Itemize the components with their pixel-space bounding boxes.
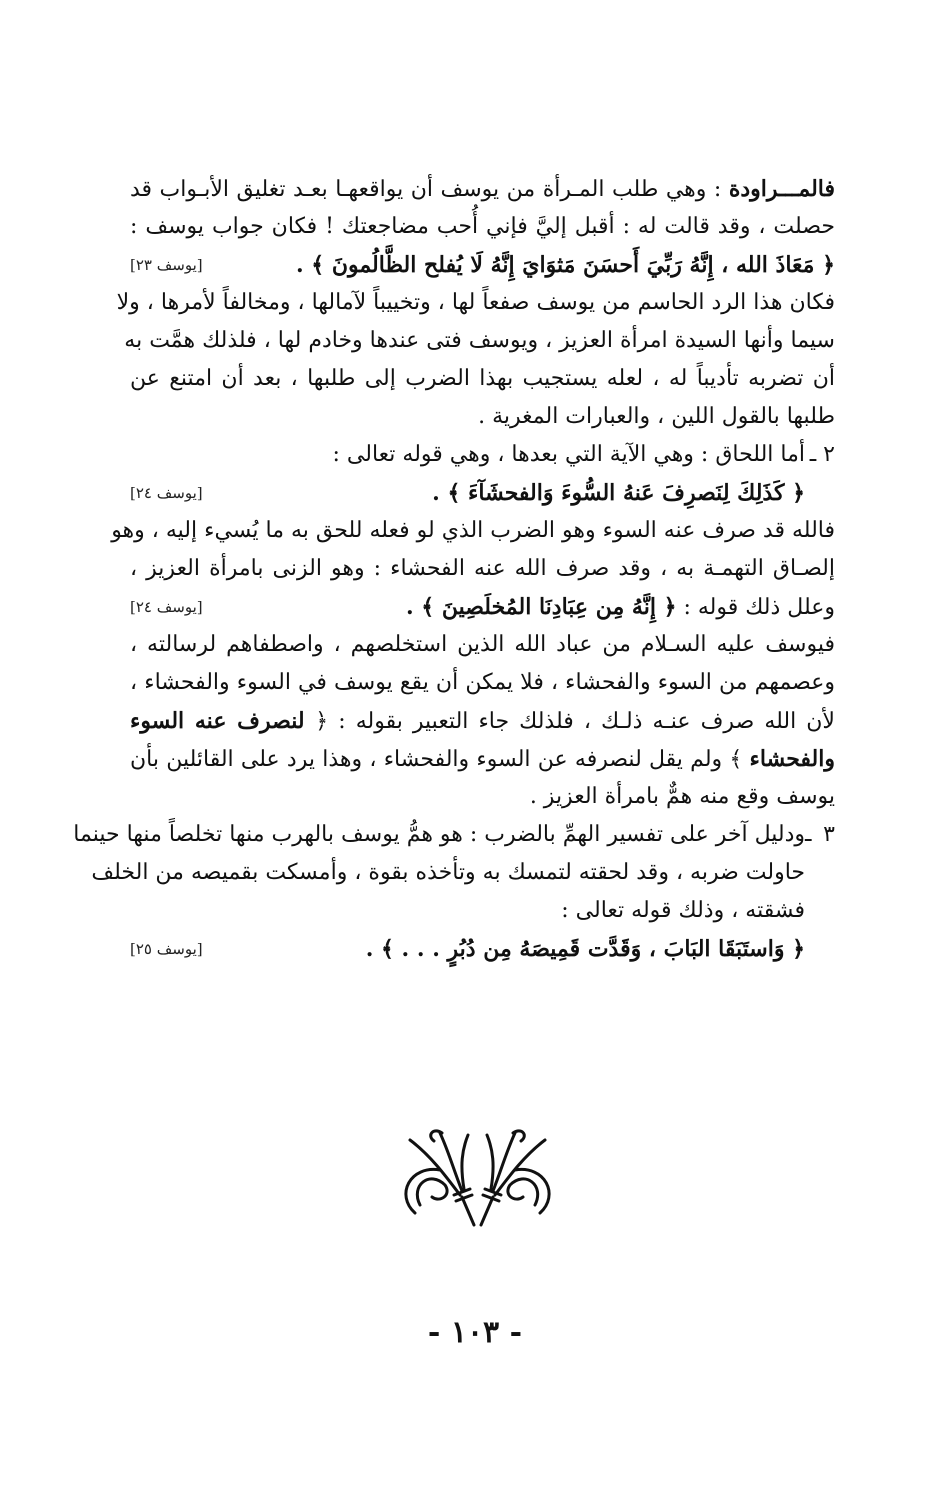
text-line: أن تضربه تأديباً له ، لعله يستجيب بهذا الضرب إلى طلبها ، بعد أن امتنع عن	[130, 366, 835, 391]
verse-reference: [يوسف ٢٤]	[130, 484, 203, 502]
text-line: يوسف وقع منه همٌّ بامرأة العزيز .	[529, 784, 835, 809]
verse-reference: [يوسف ٢٤]	[130, 598, 203, 616]
body-text	[73, 170, 835, 968]
text-line: فكان هذا الرد الحاسم من يوسف صفعاً لها ، وتخييباً لآمالها ، ومخالفاً لأمرها ، ولا	[116, 290, 835, 315]
text-line: فالمـــراودة : وهي طلب المـرأة من يوسف أن يواقعهـا بعـد تغليق الأبـواب قد	[130, 176, 835, 202]
text-line: سيما وأنها السيدة امرأة العزيز ، ويوسف فتى عندها وخادم لها ، فلذلك همَّت به	[124, 328, 835, 353]
page-number: - ١٠٣ -	[427, 1315, 523, 1350]
text-line: حصلت ، وقد قالت له : أقبل إليَّ فإني أُحب مضاجعتك ! فكان جواب يوسف :	[130, 214, 835, 239]
floral-ornament-icon	[390, 1125, 565, 1235]
text-line: فيوسف عليه السـلام من عباد الله الذين استخلصهم ، واصطفاهم لرسالته ،	[130, 632, 835, 657]
verse-reference: [يوسف ٢٣]	[130, 256, 203, 274]
quran-verse: ﴿ وَاستَبَقَا البَابَ ، وَقَدَّت قَمِيصَهُ مِن دُبُرٍ . . . ﴾ .	[365, 936, 805, 962]
text-line: فشقته ، وذلك قوله تعالى :	[561, 898, 805, 923]
text-line: والفحشاء ﴾ ولم يقل لنصرفه عن السوء والفحشاء ، وهذا يرد على القائلين بأن	[130, 746, 835, 772]
quran-verse: ﴿ كَذَلِكَ لِنَصرِفَ عَنهُ السُّوءَ وَالفحشَآءَ ﴾ .	[432, 480, 805, 506]
quran-verse: ﴿ مَعَاذَ الله ، إِنَّهُ رَبِّيَ أَحسَنَ مَثوَايَ إِنَّهُ لَا يُفلح الظَّالُمونَ ﴾ .	[295, 252, 835, 278]
list-item-3: ٣ ـودليل آخر على تفسير الهمِّ بالضرب : هو همُّ يوسف بالهرب منها تخلصاً منها حينما	[130, 816, 835, 854]
bold-term: فالمـــراودة	[728, 176, 835, 202]
text-line: لأن الله صرف عنـه ذلـك ، فلذلك جاء التعبير بقوله : ﴿ لنصرف عنه السوء	[130, 708, 835, 734]
quran-verse-line	[130, 474, 835, 512]
quran-verse-line: وعلل ذلك قوله : ﴿ إِنَّهُ مِن عِبَادِنَا المُخلَصِينَ ﴾ . [يوسف ٢٤]	[130, 588, 835, 626]
text-line: طلبها بالقول اللين ، والعبارات المغرية .	[478, 404, 835, 429]
bold-term: لنصرف عنه السوء	[130, 708, 316, 734]
quran-verse-line	[130, 930, 835, 968]
quran-verse-line	[130, 246, 835, 284]
text-line: حاولت ضربه ، وقد لحقته لتمسك به وتأخذه بقوة ، وأمسكت بقميصه من الخلف	[91, 860, 805, 885]
item-number: ٢ ـ	[809, 442, 835, 467]
text-line: فالله قد صرف عنه السوء وهو الضرب الذي لو فعله للحق به ما يُسيء إليه ، وهو	[111, 518, 835, 543]
text-line: إلصـاق التهمـة به ، وقد صرف الله عنه الفحشاء : وهو الزنى بامرأة العزيز ،	[130, 556, 835, 581]
quran-verse: ﴿ إِنَّهُ مِن عِبَادِنَا المُخلَصِينَ ﴾ .	[405, 594, 677, 620]
text-line: وعصمهم من السوء والفحشاء ، فلا يمكن أن يقع يوسف في السوء والفحشاء ،	[130, 670, 835, 695]
item-number: ٣ ـ	[805, 822, 835, 847]
list-item-2: ٢ ـأما اللحاق : وهي الآية التي بعدها ، وهي قوله تعالى :	[130, 436, 835, 474]
bold-term: والفحشاء	[749, 746, 835, 772]
verse-reference: [يوسف ٢٥]	[130, 940, 203, 958]
